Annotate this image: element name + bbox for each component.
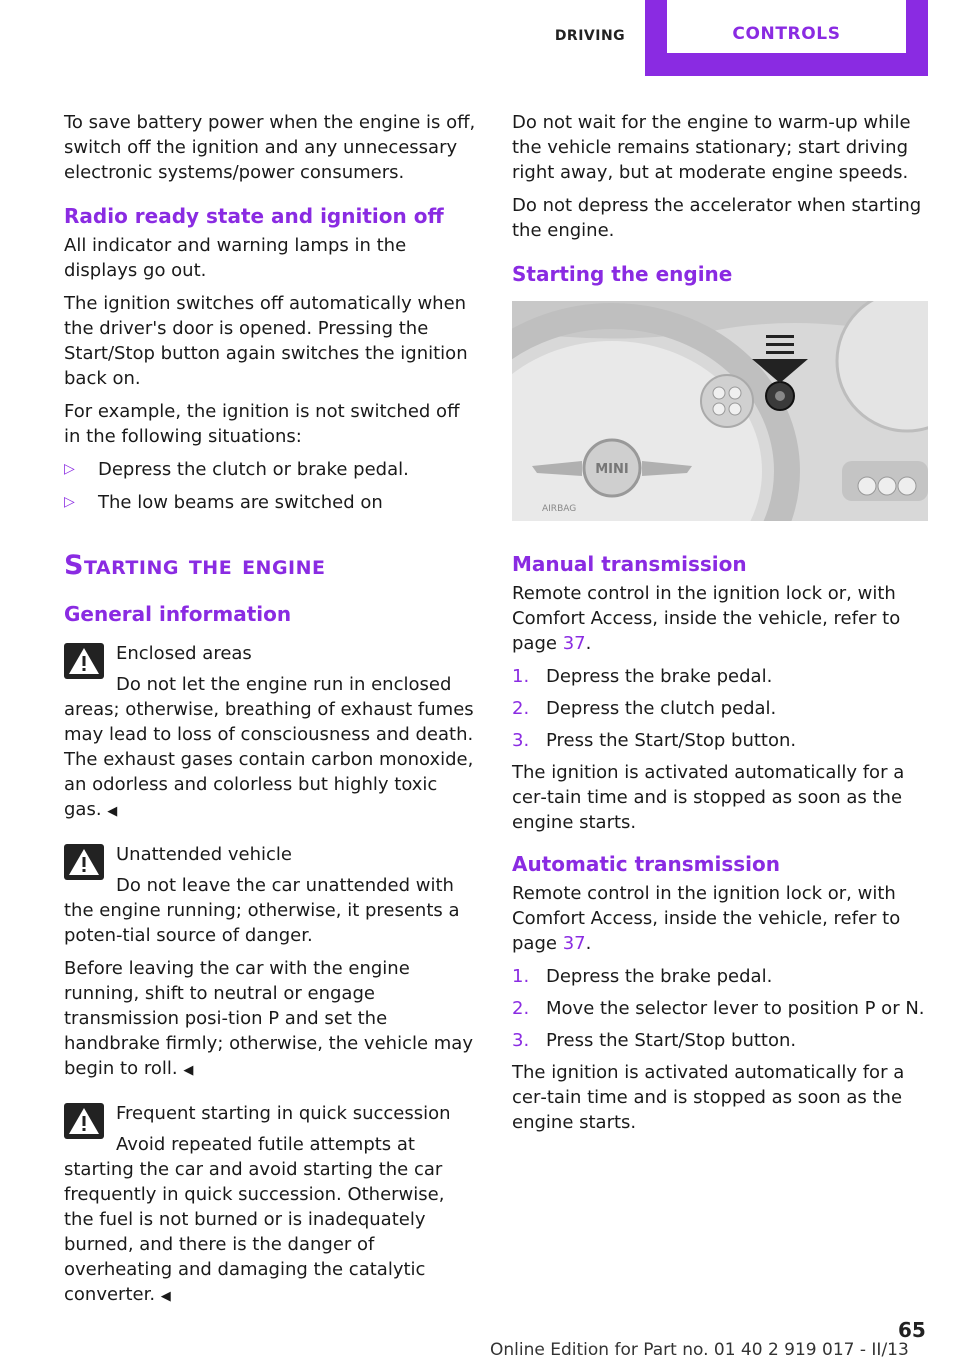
starting-engine-main-heading: Starting the engine — [64, 550, 326, 581]
accelerator-paragraph: Do not depress the accelerator when starting the engine. — [512, 195, 922, 241]
list-item: 3. Press the Start/Stop button. — [512, 730, 797, 751]
right-column — [512, 110, 932, 1143]
list-item: 2. Move the selector lever to position P or N. — [512, 998, 925, 1019]
automatic-transmission-heading: Automatic transmission — [512, 852, 780, 876]
triangle-bullet-icon: ▷ — [64, 461, 75, 477]
page-number: 65 — [898, 1318, 926, 1342]
warning-title: Enclosed areas — [116, 643, 252, 664]
radio-paragraph-3: For example, the ignition is not switched off in the following situations: — [64, 401, 460, 447]
radio-paragraph-2: The ignition switches off automatically when the driver's door is opened. Pressing the Start/Stop button again switches the ignition back on. — [64, 293, 468, 389]
list-item: ▷ Depress the clutch or brake pedal. — [64, 459, 409, 480]
triangle-bullet-icon: ▷ — [64, 494, 75, 510]
end-mark-icon: ◀ — [160, 1289, 171, 1304]
page-reference-link[interactable]: 37 — [562, 633, 586, 654]
left-column — [64, 110, 478, 1327]
manual-intro: Remote control in the ignition lock or, with Comfort Access, inside the vehicle, refer to page 37. — [512, 583, 901, 654]
intro-paragraph: To save battery power when the engine is off, switch off the ignition and any unnecessary electronic systems/power consumers. — [64, 112, 476, 183]
steering-wheel-start-button-illustration — [512, 301, 928, 521]
manual-steps-list — [512, 664, 932, 753]
warning-enclosed-areas — [64, 641, 478, 824]
list-item: 2. Depress the clutch pedal. — [512, 698, 777, 719]
chapter-tab-label: CONTROLS — [732, 24, 841, 44]
radio-ready-heading: Radio ready state and ignition off — [64, 204, 444, 228]
list-item: ▷ The low beams are switched on — [64, 492, 383, 513]
starting-engine-heading: Starting the engine — [512, 262, 733, 286]
general-information-heading: General information — [64, 602, 292, 626]
list-item: 1. Depress the brake pedal. — [512, 666, 773, 687]
warning-body: Avoid repeated futile attempts at starting the car and avoid starting the car frequently in quick succession. Otherwise, the fuel is not burned or is inadequately burned, and there is the danger of overheating and damaging the catalytic converter. ◀ — [64, 1134, 445, 1305]
warning-triangle-icon — [64, 1103, 104, 1139]
section-label: DRIVING — [554, 28, 626, 44]
warning-title: Frequent starting in quick succession — [116, 1103, 451, 1124]
chapter-tab — [645, 0, 928, 76]
manual-after-paragraph: The ignition is activated automatically for a cer‐tain time and is stopped as soon as the engine starts. — [512, 762, 905, 833]
warning-unattended-vehicle — [64, 842, 478, 1083]
steering-badge-text: MINI — [595, 462, 629, 477]
warning-triangle-icon — [64, 643, 104, 679]
manual-transmission-heading: Manual transmission — [512, 552, 747, 576]
list-item: 1. Depress the brake pedal. — [512, 966, 773, 987]
warning-triangle-icon — [64, 844, 104, 880]
end-mark-icon: ◀ — [183, 1063, 194, 1078]
page-reference-link[interactable]: 37 — [562, 933, 586, 954]
situations-list — [64, 457, 478, 515]
radio-paragraph-1: All indicator and warning lamps in the displays go out. — [64, 235, 407, 281]
end-mark-icon: ◀ — [107, 804, 118, 819]
auto-intro: Remote control in the ignition lock or, with Comfort Access, inside the vehicle, refer to page 37. — [512, 883, 901, 954]
warning-body-continued: Before leaving the car with the engine running, shift to neutral or engage transmission posi‐tion P and set the handbrake firmly; otherwise, the vehicle may begin to roll. ◀ — [64, 958, 473, 1079]
warning-body: Do not leave the car unattended with the engine running; otherwise, it presents a poten‐tial source of danger. — [64, 875, 460, 946]
auto-after-paragraph: The ignition is activated automatically for a cer‐tain time and is stopped as soon as the engine starts. — [512, 1062, 905, 1133]
warning-frequent-starting — [64, 1101, 478, 1309]
edition-footer: Online Edition for Part no. 01 40 2 919 017 - II/13 — [490, 1340, 909, 1360]
warning-body: Do not let the engine run in enclosed areas; otherwise, breathing of exhaust fumes may lead to loss of consciousness and death. The exhaust gases contain carbon monoxide, an odorless and colorless but highly toxic gas. ◀ — [64, 674, 474, 820]
list-item: 3. Press the Start/Stop button. — [512, 1030, 797, 1051]
airbag-label: AIRBAG — [542, 504, 577, 514]
auto-steps-list — [512, 964, 932, 1053]
warning-title: Unattended vehicle — [116, 844, 292, 865]
warmup-paragraph: Do not wait for the engine to warm-up while the vehicle remains stationary; start driving right away, but at moderate engine speeds. — [512, 112, 911, 183]
